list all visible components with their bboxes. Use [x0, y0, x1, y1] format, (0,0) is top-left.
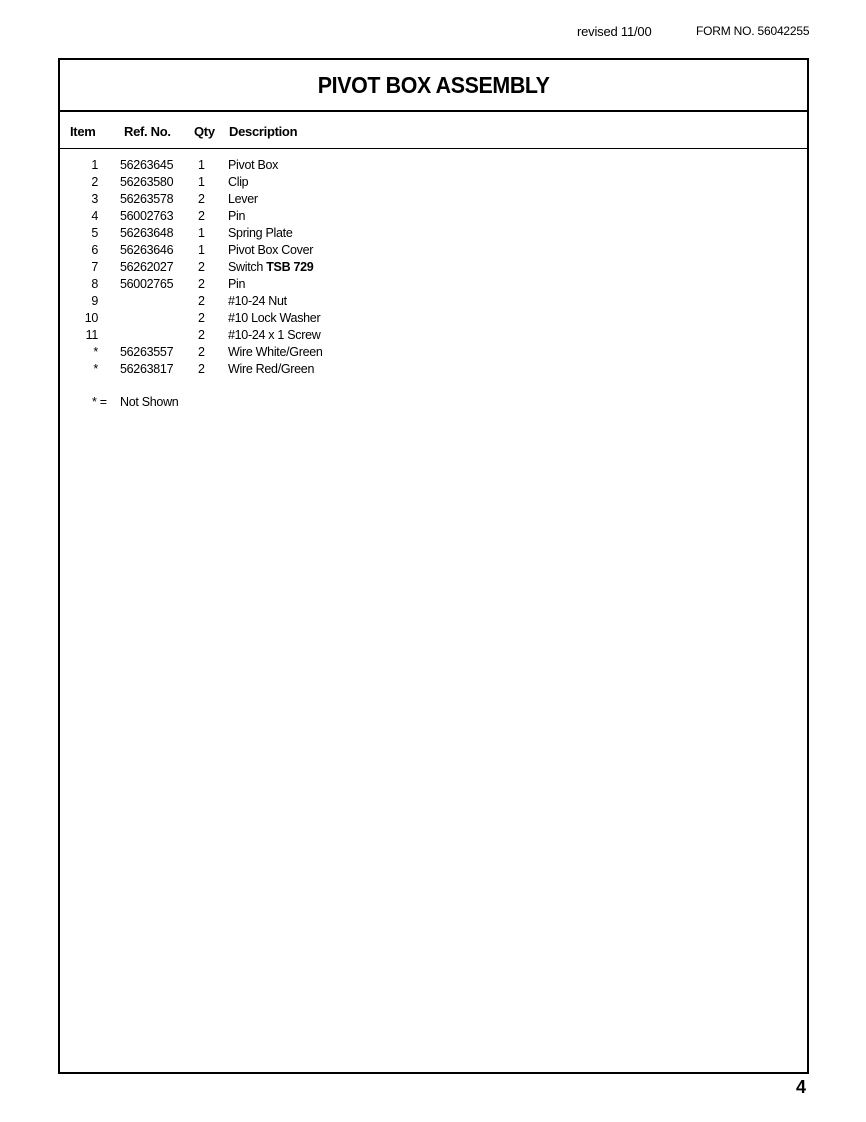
- description: #10-24 Nut: [228, 294, 287, 308]
- parts-list-frame: [58, 58, 809, 1074]
- description: Pin: [228, 209, 246, 223]
- description: Pivot Box: [228, 158, 279, 172]
- column-header-qty: Qty: [194, 124, 215, 139]
- footnote-symbol: * =: [92, 395, 107, 409]
- ref-number: 56263817: [120, 362, 174, 376]
- description: Pivot Box Cover: [228, 243, 314, 257]
- table-row: [60, 361, 807, 378]
- item-number: *: [93, 345, 98, 359]
- item-number: *: [93, 362, 98, 376]
- ref-number: 56263645: [120, 158, 174, 172]
- item-number: 5: [91, 226, 98, 240]
- item-number: 10: [84, 311, 98, 325]
- table-row: [60, 327, 807, 344]
- description: Wire White/Green: [228, 345, 323, 359]
- table-row: [60, 242, 807, 259]
- column-header-description: Description: [229, 124, 298, 139]
- item-number: 6: [91, 243, 98, 257]
- quantity: 2: [198, 277, 205, 291]
- description-text: Switch: [228, 260, 264, 274]
- description: Spring Plate: [228, 226, 293, 240]
- footnote-text: Not Shown: [120, 395, 179, 409]
- item-number: 8: [91, 277, 98, 291]
- quantity: 2: [198, 328, 205, 342]
- quantity: 2: [198, 362, 205, 376]
- item-number: 1: [91, 158, 98, 172]
- quantity: 1: [198, 243, 205, 257]
- table-row: [60, 259, 807, 276]
- table-row: [60, 293, 807, 310]
- ref-number: 56002763: [120, 209, 174, 223]
- description-bold-text: TSB 729: [266, 260, 314, 274]
- column-headers: [60, 112, 807, 149]
- quantity: 2: [198, 311, 205, 325]
- description: [228, 259, 313, 276]
- description: #10 Lock Washer: [228, 311, 321, 325]
- parts-table: [60, 157, 807, 378]
- quantity: 2: [198, 345, 205, 359]
- item-number: 11: [85, 328, 98, 342]
- description: Lever: [228, 192, 258, 206]
- ref-number: 56002765: [120, 277, 174, 291]
- ref-number: 56263580: [120, 175, 174, 189]
- ref-number: 56263578: [120, 192, 174, 206]
- form-number: FORM NO. 56042255: [696, 24, 810, 38]
- ref-number: 56263646: [120, 243, 174, 257]
- footnote: [60, 395, 807, 412]
- quantity: 2: [198, 260, 205, 274]
- page-title: PIVOT BOX ASSEMBLY: [317, 71, 550, 98]
- table-row: [60, 310, 807, 327]
- quantity: 2: [198, 192, 205, 206]
- column-header-ref-no: Ref. No.: [124, 124, 171, 139]
- item-number: 2: [91, 175, 98, 189]
- description: Clip: [228, 175, 249, 189]
- table-row: [60, 276, 807, 293]
- table-row: [60, 157, 807, 174]
- ref-number: 56262027: [120, 260, 174, 274]
- description: #10-24 x 1 Screw: [228, 328, 321, 342]
- item-number: 7: [91, 260, 98, 274]
- page-number: 4: [796, 1077, 807, 1097]
- description: Wire Red/Green: [228, 362, 315, 376]
- item-number: 3: [91, 192, 98, 206]
- description: Pin: [228, 277, 246, 291]
- quantity: 2: [198, 209, 205, 223]
- ref-number: 56263648: [120, 226, 174, 240]
- quantity: 1: [198, 175, 205, 189]
- item-number: 9: [91, 294, 98, 308]
- table-row: [60, 208, 807, 225]
- table-row: [60, 225, 807, 242]
- title-bar: [60, 60, 807, 112]
- quantity: 1: [198, 226, 205, 240]
- column-header-item: Item: [70, 124, 96, 139]
- table-row: [60, 174, 807, 191]
- item-number: 4: [91, 209, 98, 223]
- revision-date: revised 11/00: [577, 24, 652, 39]
- table-row: [60, 344, 807, 361]
- table-row: [60, 191, 807, 208]
- quantity: 2: [198, 294, 205, 308]
- quantity: 1: [198, 158, 205, 172]
- ref-number: 56263557: [120, 345, 174, 359]
